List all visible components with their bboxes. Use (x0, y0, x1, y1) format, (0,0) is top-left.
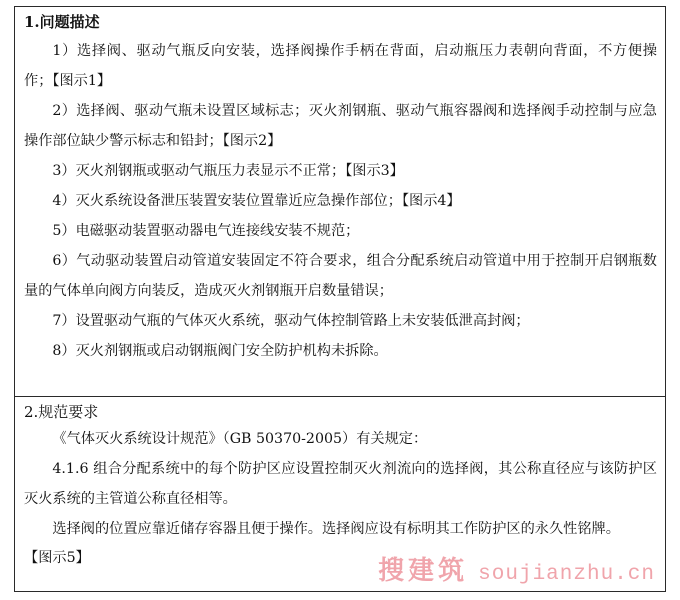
problem-item-7: 7）设置驱动气瓶的气体灭火系统，驱动气体控制管路上未安装低泄高封阀； (52, 313, 530, 329)
specification-section (15, 397, 665, 591)
problem-item-6: 6）气动驱动装置启动管道安装固定不符合要求，组合分配系统启动管道中用于控制开启钢瓶数量的气体单向阀方向装反，造成灭火剂钢瓶开启数量错误； (24, 253, 657, 299)
watermark-en-text: soujianzhu.cn (478, 563, 655, 586)
document-table (14, 6, 666, 592)
problem-item-5: 5）电磁驱动装置驱动器电气连接线安装不规范； (52, 223, 360, 239)
problem-item-8: 8）灭火剂钢瓶或启动钢瓶阀门安全防护机构未拆除。 (52, 343, 388, 359)
problem-item-3: 3）灭火剂钢瓶或驱动气瓶压力表显示不正常；【图示3】 (52, 163, 404, 179)
spec-clause-4-1-6: 4.1.6 组合分配系统中的每个防护区应设置控制灭火剂流向的选择阀，其公称直径应与该防护区灭火系统的主管道公称直径相等。 (24, 461, 657, 507)
spec-citation: 《气体灭火系统设计规范》（GB 50370-2005）有关规定： (52, 431, 428, 447)
problem-description-section (15, 7, 665, 397)
section-heading-problem: 1.问题描述 (24, 13, 100, 31)
problem-item-2: 2）选择阀、驱动气瓶未设置区域标志；灭火剂钢瓶、驱动气瓶容器阀和选择阀手动控制与应急操作部位缺少警示标志和铅封；【图示2】 (24, 103, 657, 149)
spec-selector-valve-note: 选择阀的位置应靠近储存容器且便于操作。选择阀应设有标明其工作防护区的永久性铭牌。 (52, 521, 620, 537)
figure-reference-5: 【图示5】 (24, 550, 90, 566)
section-heading-specification: 2.规范要求 (24, 403, 99, 421)
problem-item-1: 1）选择阀、驱动气瓶反向安装，选择阀操作手柄在背面，启动瓶压力表朝向背面，不方便操作；【图示1】 (24, 43, 657, 89)
watermark-cn-text: 搜建筑 (378, 556, 469, 586)
problem-item-4: 4）灭火系统设备泄压装置安装位置靠近应急操作部位；【图示4】 (52, 193, 461, 209)
